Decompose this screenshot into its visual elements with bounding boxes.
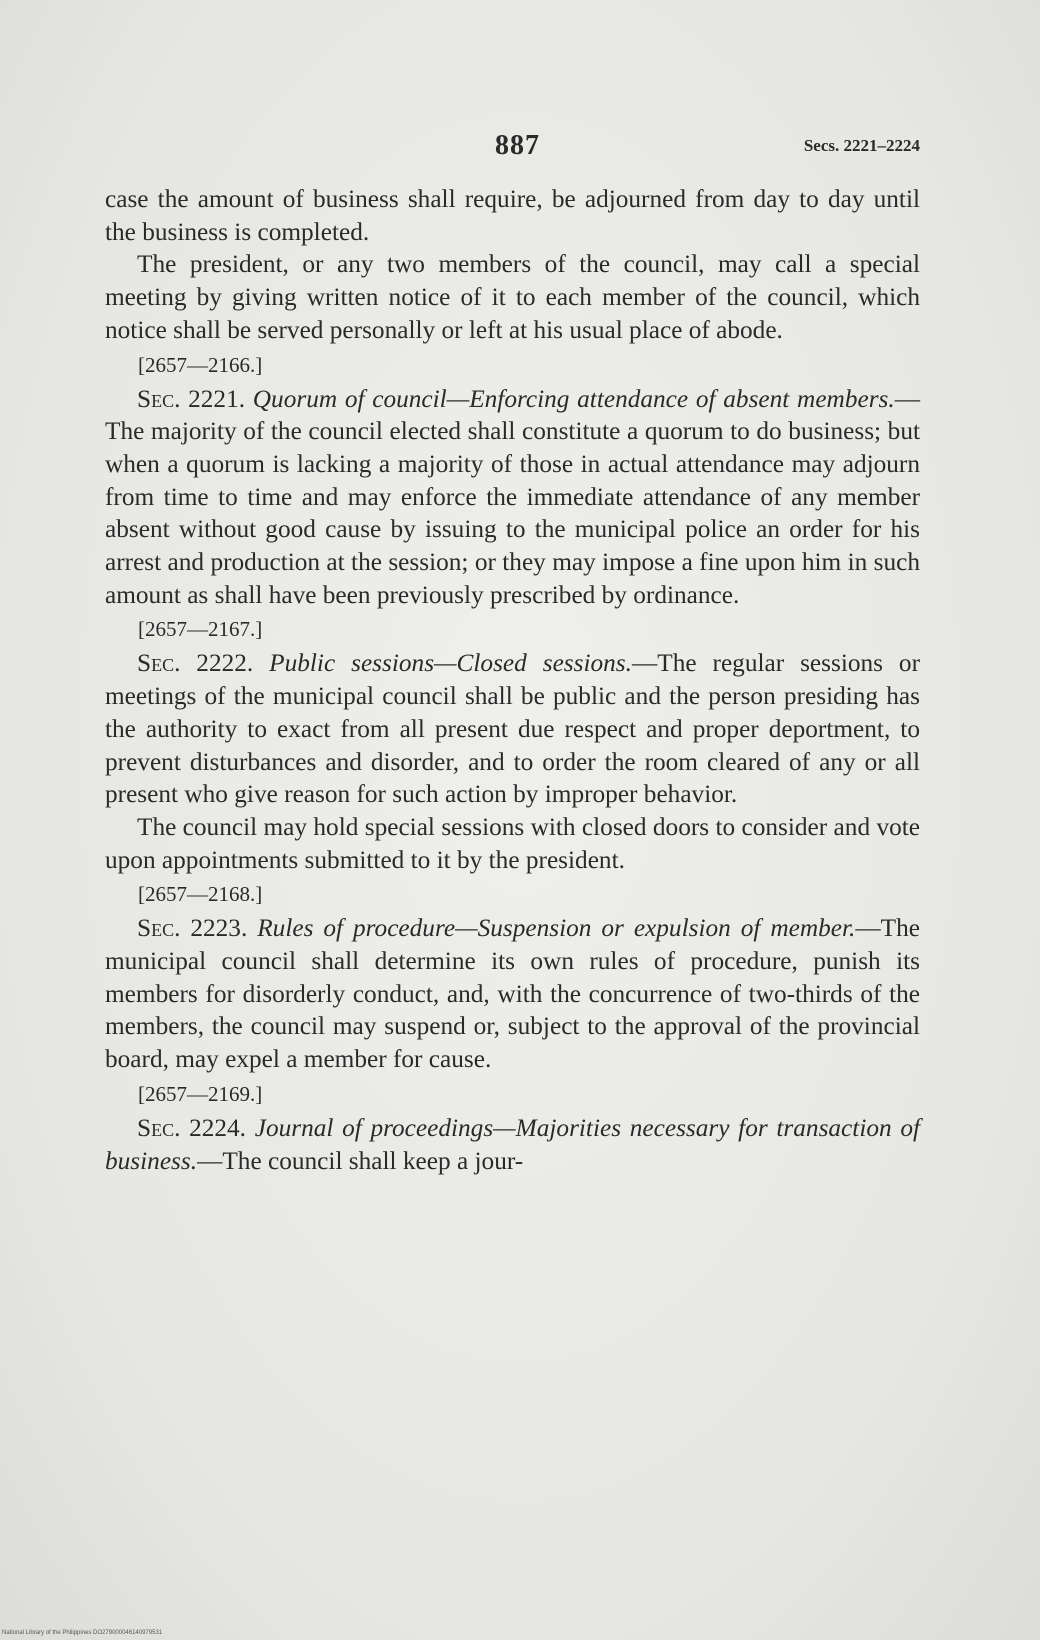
section-label: Sec. 2222. [137, 649, 254, 678]
page-number: 887 [495, 130, 540, 161]
citation-2224: [2657—2169.] [138, 1081, 263, 1106]
section-label: Sec. 2224. [137, 1113, 247, 1142]
section-2221 [105, 383, 920, 612]
section-label: Sec. 2223. [137, 914, 248, 943]
section-catchline: Journal of proceedings—Majorities necessary for transaction of business. [105, 1113, 921, 1175]
section-range: Secs. 2221–2224 [803, 136, 920, 155]
paragraph-special-meeting: The president, or any two members of the council, may call a special meeting by giving written notice of it to each member of the council, which notice shall be served personally or left at his usual place of abode. [105, 250, 920, 344]
citation-2221: [2657—2166.] [138, 352, 263, 377]
section-text: —The regular sessions or meetings of the municipal council shall be public and the person presiding has the authority to exact from all present due respect and proper deportment, to prevent disturbances and disorder, and to order the room cleared of any or all present who give reason for such action by improper behavior. [105, 649, 920, 809]
body-text [105, 183, 920, 1177]
citation-2223: [2657—2168.] [138, 882, 263, 907]
section-text: —The municipal council shall determine its own rules of procedure, punish its members for disorderly conduct, and, with the concurrence of two-thirds of the members, the council may suspend or, subject to the approval of the provincial board, may expel a member for cause. [105, 914, 920, 1074]
section-2224 [105, 1112, 920, 1177]
section-catchline: Rules of procedure—Suspension or expulsion of member. [257, 914, 856, 943]
citation-2222: [2657—2167.] [138, 617, 263, 642]
section-text: —The majority of the council elected shall constitute a quorum to do business; but when a quorum is lacking a majority of those in actual attendance may adjourn from time to time and may enforce the immediate attendance of any member absent without good cause by issuing to the municipal police an order for his arrest and production at the session; or they may impose a fine upon him in such amount as shall have been previously prescribed by ordinance. [105, 384, 921, 609]
page-header [105, 130, 920, 170]
section-2222 [105, 647, 920, 811]
section-2222-extra: The council may hold special sessions with closed doors to consider and vote upon appointments submitted to it by the president. [105, 812, 920, 874]
section-label: Sec. 2221. [137, 384, 246, 413]
section-text: —The council shall keep a jour- [197, 1146, 524, 1175]
section-catchline: Quorum of council—Enforcing attendance of absent members. [252, 384, 895, 413]
section-2223 [105, 912, 920, 1076]
library-footer: National Library of the Philippines DO279000046140979531 [2, 1630, 163, 1636]
section-catchline: Public sessions—Closed sessions. [269, 649, 632, 678]
paragraph-continuation: case the amount of business shall require, be adjourned from day to day until the business is completed. [105, 185, 920, 246]
